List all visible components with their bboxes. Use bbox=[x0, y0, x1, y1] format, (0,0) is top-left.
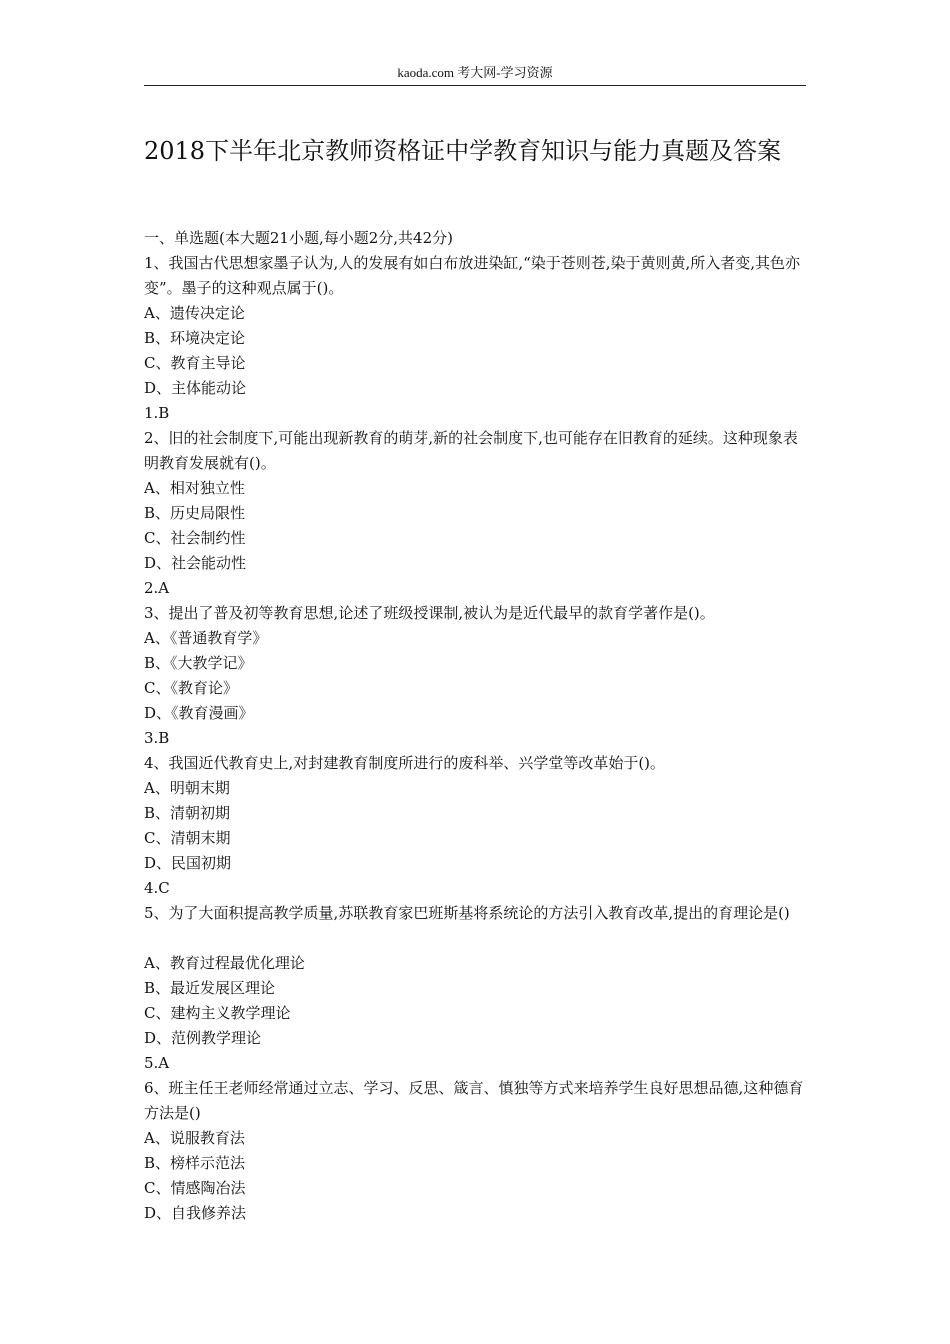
option: D、《教育漫画》 bbox=[144, 704, 254, 722]
option: B、《大教学记》 bbox=[144, 654, 253, 672]
option: A、教育过程最优化理论 bbox=[144, 954, 305, 972]
option: A、相对独立性 bbox=[144, 479, 245, 497]
document-body bbox=[144, 226, 806, 1226]
answer: 4.C bbox=[144, 879, 170, 897]
option: A、说服教育法 bbox=[144, 1129, 245, 1147]
page-header: kaoda.com 考大网-学习资源 bbox=[397, 65, 553, 80]
option: B、最近发展区理论 bbox=[144, 979, 276, 997]
option: D、主体能动论 bbox=[144, 379, 247, 397]
question-stem: 2、旧的社会制度下,可能出现新教育的萌芽,新的社会制度下,也可能存在旧教育的延续。这种现象表明教育发展就有()。 bbox=[144, 429, 798, 472]
question-stem: 3、提出了普及初等教育思想,论述了班级授课制,被认为是近代最早的款育学著作是()。 bbox=[144, 604, 715, 622]
question-stem: 4、我国近代教育史上,对封建教育制度所进行的废科举、兴学堂等改革始于()。 bbox=[144, 754, 666, 772]
option: D、民国初期 bbox=[144, 854, 232, 872]
question-stem: 1、我国古代思想家墨子认为,人的发展有如白布放进染缸,“染于苍则苍,染于黄则黄,所入者变,其色亦变”。墨子的这种观点属于()。 bbox=[144, 254, 801, 297]
option: A、《普通教育学》 bbox=[144, 629, 268, 647]
answer: 1.B bbox=[144, 404, 170, 422]
option: B、榜样示范法 bbox=[144, 1154, 246, 1172]
question-stem: 6、班主任王老师经常通过立志、学习、反思、箴言、慎独等方式来培养学生良好思想品德,这种德育方法是() bbox=[144, 1079, 804, 1122]
option: C、教育主导论 bbox=[144, 354, 246, 372]
answer: 5.A bbox=[144, 1054, 170, 1072]
option: C、社会制约性 bbox=[144, 529, 246, 547]
option: C、情感陶冶法 bbox=[144, 1179, 246, 1197]
option: C、《教育论》 bbox=[144, 679, 238, 697]
document-title: 2018下半年北京教师资格证中学教育知识与能力真题及答案 bbox=[144, 137, 782, 165]
option: B、历史局限性 bbox=[144, 504, 246, 522]
option: A、遗传决定论 bbox=[144, 304, 245, 322]
option: D、范例教学理论 bbox=[144, 1029, 262, 1047]
option: B、清朝初期 bbox=[144, 804, 231, 822]
option: B、环境决定论 bbox=[144, 329, 246, 347]
option: C、建构主义教学理论 bbox=[144, 1004, 291, 1022]
section-heading: 一、单选题(本大题21小题,每小题2分,共42分) bbox=[144, 229, 453, 247]
answer: 3.B bbox=[144, 729, 170, 747]
question-stem: 5、为了大面积提高教学质量,苏联教育家巴班斯基将系统论的方法引入教育改革,提出的育理论是() bbox=[144, 904, 790, 922]
header-divider bbox=[144, 85, 806, 86]
option: D、自我修养法 bbox=[144, 1204, 247, 1222]
answer: 2.A bbox=[144, 579, 170, 597]
option: D、社会能动性 bbox=[144, 554, 247, 572]
option: C、清朝末期 bbox=[144, 829, 231, 847]
option: A、明朝末期 bbox=[144, 779, 230, 797]
